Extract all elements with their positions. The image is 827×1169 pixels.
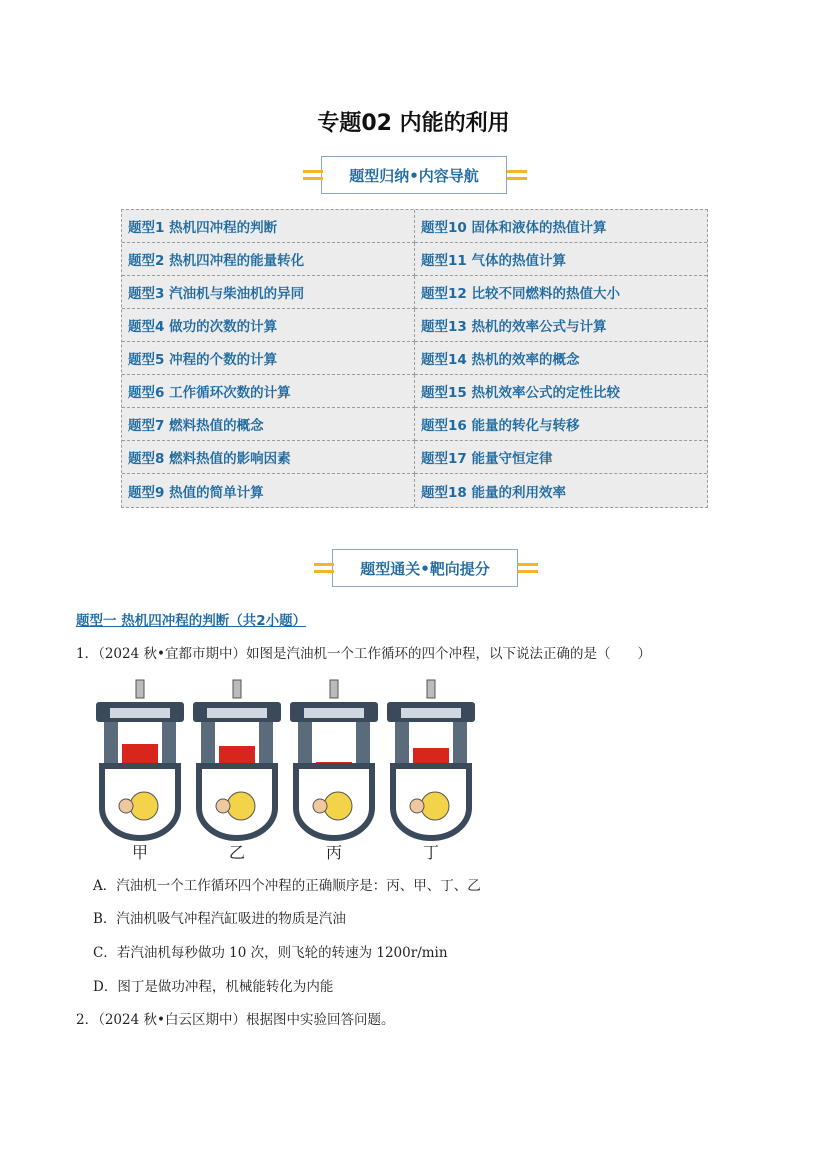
nav-item[interactable]: 题型17 能量守恒定律 (415, 441, 707, 474)
practice-banner (314, 549, 536, 587)
question-1-stem: 1．（2024 秋•宜都市期中）如图是汽油机一个工作循环的四个冲程，以下说法正确的是（ ） (76, 646, 651, 662)
engine-label: 甲 (131, 843, 149, 862)
nav-item[interactable]: 题型16 能量的转化与转移 (415, 408, 707, 441)
nav-item[interactable]: 题型3 汽油机与柴油机的异同 (122, 276, 415, 309)
engine-diagram (96, 680, 184, 862)
section-heading[interactable]: 题型一 热机四冲程的判断（共2小题） (76, 613, 307, 629)
option-d[interactable]: D．图丁是做功冲程，机械能转化为内能 (93, 979, 334, 995)
question-2-stem: 2．（2024 秋•白云区期中）根据图中实验回答问题。 (76, 1012, 395, 1028)
nav-item[interactable]: 题型2 热机四冲程的能量转化 (122, 243, 415, 276)
nav-item[interactable]: 题型14 热机的效率的概念 (415, 342, 707, 375)
topic-navigation-table (121, 209, 708, 508)
banner-right-decoration (507, 167, 525, 183)
option-a[interactable]: A．汽油机一个工作循环四个冲程的正确顺序是：丙、甲、丁、乙 (93, 878, 481, 894)
banner-right-decoration (518, 560, 536, 576)
engine-label: 丙 (325, 843, 343, 862)
banner-left-decoration (314, 560, 332, 576)
nav-banner (303, 156, 525, 194)
nav-item[interactable]: 题型10 固体和液体的热值计算 (415, 210, 707, 243)
nav-item[interactable]: 题型11 气体的热值计算 (415, 243, 707, 276)
nav-item[interactable]: 题型1 热机四冲程的判断 (122, 210, 415, 243)
option-c[interactable]: C．若汽油机每秒做功 10 次，则飞轮的转速为 1200r/min (93, 945, 448, 961)
engine-diagram (387, 680, 475, 862)
nav-item[interactable]: 题型7 燃料热值的概念 (122, 408, 415, 441)
nav-item[interactable]: 题型8 燃料热值的影响因素 (122, 441, 415, 474)
nav-banner-label: 题型归纳•内容导航 (321, 156, 506, 194)
option-b[interactable]: B．汽油机吸气冲程汽缸吸进的物质是汽油 (93, 911, 346, 927)
nav-item[interactable]: 题型18 能量的利用效率 (421, 484, 566, 501)
nav-item[interactable]: 题型13 热机的效率公式与计算 (415, 309, 707, 342)
nav-item[interactable]: 题型4 做功的次数的计算 (122, 309, 415, 342)
practice-banner-label: 题型通关•靶向提分 (332, 549, 517, 587)
nav-item[interactable]: 题型15 热机效率公式的定性比较 (415, 375, 707, 408)
page-title: 专题02 内能的利用 (317, 111, 510, 136)
engine-label: 丁 (422, 843, 440, 862)
nav-item[interactable]: 题型5 冲程的个数的计算 (122, 342, 415, 375)
nav-item[interactable]: 题型6 工作循环次数的计算 (122, 375, 415, 408)
engine-strokes-figure (90, 678, 480, 864)
engine-label: 乙 (228, 843, 246, 862)
nav-item[interactable]: 题型12 比较不同燃料的热值大小 (415, 276, 707, 309)
nav-item[interactable]: 题型9 热值的简单计算 (122, 474, 415, 507)
engine-diagram (290, 680, 378, 862)
engine-diagram (193, 680, 281, 862)
banner-left-decoration (303, 167, 321, 183)
